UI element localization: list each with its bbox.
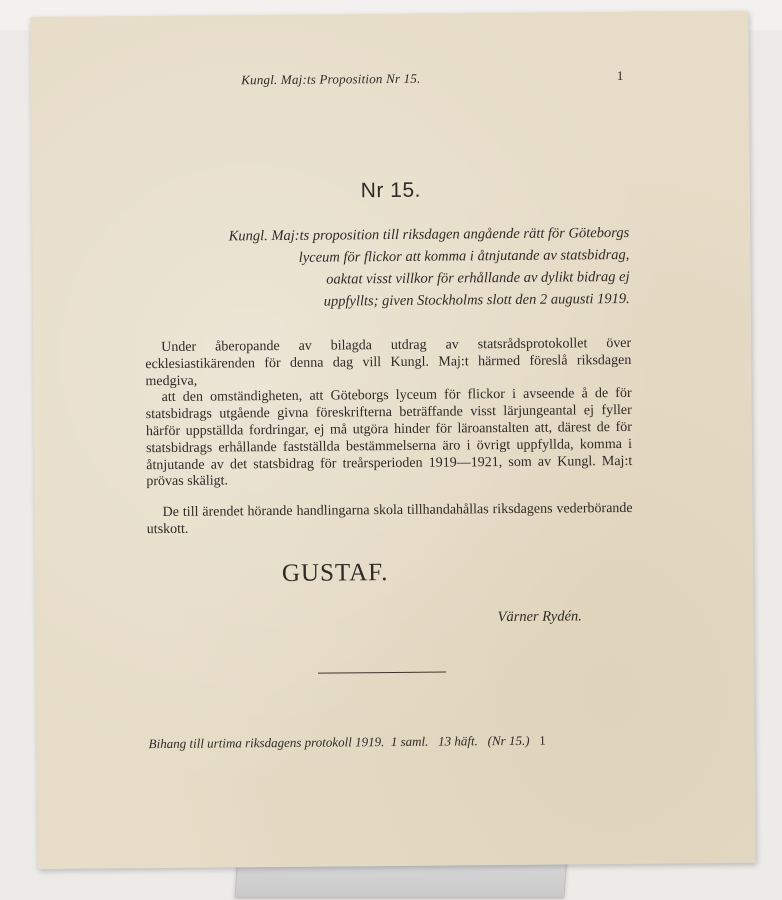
running-head: Kungl. Maj:ts Proposition Nr 15.	[241, 70, 421, 88]
proposition-title	[177, 222, 630, 314]
title-line: uppfyllts; given Stockholms slott den 2 augusti 1919.	[323, 290, 630, 310]
body-paragraph: De till ärendet hörande handlingarna skola tillhandahållas riksdagens vederbörande utskott.	[146, 501, 633, 538]
document-page	[30, 11, 755, 869]
footer-collection: 1 saml.	[390, 733, 429, 750]
footer-page: 1	[539, 732, 546, 748]
title-line: Kungl. Maj:ts proposition till riksdagen angående rätt för Göteborgs	[228, 224, 630, 245]
title-line: oaktat visst villkor för erhållande av dylikt bidrag ej	[326, 268, 630, 288]
divider-rule	[318, 672, 446, 674]
body-text	[145, 336, 633, 539]
king-signature: GUSTAF.	[281, 559, 389, 587]
body-paragraph: att den omständigheten, att Göteborgs lyceum för flickor i avseende å de för statsbidrags utgående givna föreskrifterna beträffande visst lärjungeantal ej fyller härför uppställda fordringar, ej må utgöra hinder för läroanstalten att, därest de för statsbidrags erhållande fastställda bestämmelserna äro i övrigt uppfyllda, komma i åtnjutande av det statsbidrag för treårsperioden 1919—1921, som av Kungl. Maj:t prövas skäligt.	[145, 386, 633, 490]
footer-text: Bihang till urtima riksdagens protokoll 1919.	[148, 734, 385, 752]
footer-issue: 13 häft.	[438, 733, 478, 749]
page-number: 1	[616, 67, 624, 84]
footer-number: (Nr 15.)	[487, 732, 530, 749]
minister-signature: Värner Rydén.	[497, 608, 582, 626]
body-paragraph: Under åberopande av bilagda utdrag av statsrådsprotokollet över ecklesiastikärenden för denna dag vill Kungl. Maj:t härmed föreslå riksdagen medgiva,	[145, 335, 632, 389]
document-number: Nr 15.	[360, 178, 422, 203]
footer	[149, 732, 639, 752]
title-line: lyceum för flickor att komma i åtnjutande av statsbidrag,	[298, 246, 630, 266]
